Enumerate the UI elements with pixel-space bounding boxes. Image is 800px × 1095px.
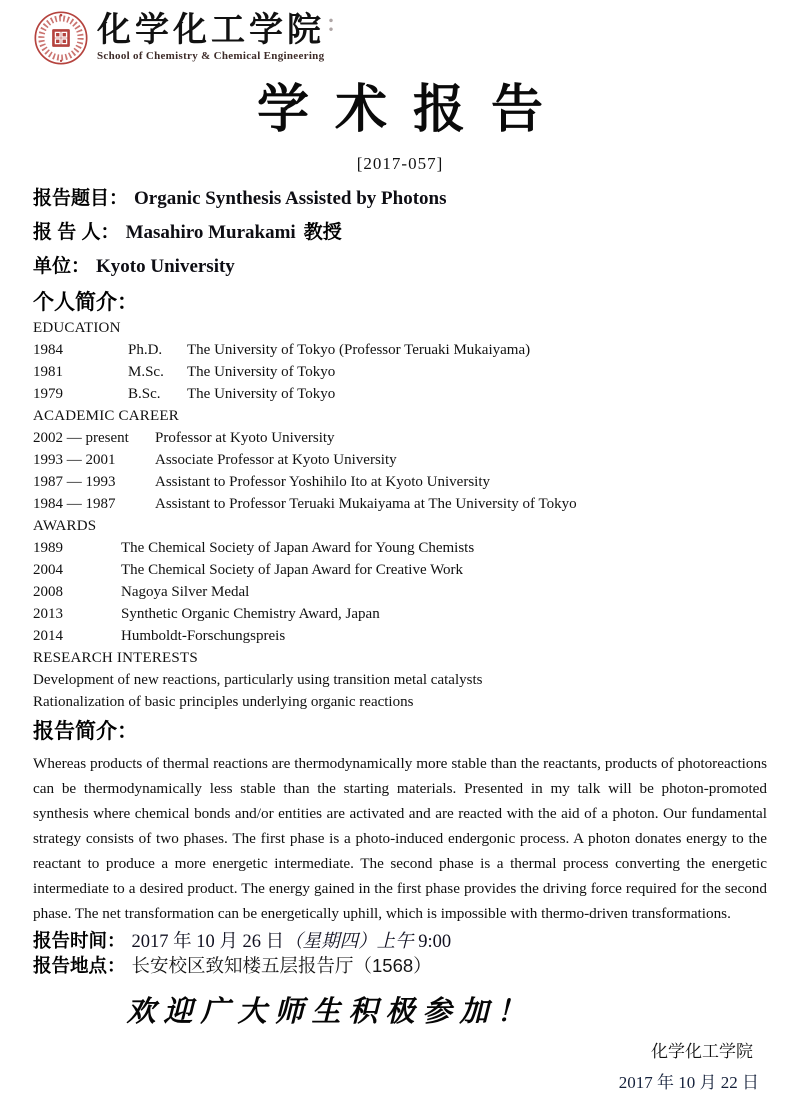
- education-detail: The University of Tokyo (Professor Teruaki Mukaiyama): [187, 341, 531, 358]
- career-row: [33, 471, 767, 493]
- award-year: 2014: [33, 627, 63, 644]
- award-row: [33, 581, 767, 603]
- career-row: [33, 493, 767, 515]
- lecture-title-label: 报告题目：: [33, 187, 129, 209]
- school-header: [33, 10, 767, 70]
- award-year: 1989: [33, 539, 63, 556]
- place-label: 报告地点：: [33, 954, 126, 976]
- career-detail: Assistant to Professor Teruaki Mukaiyama at The University of Tokyo: [155, 495, 577, 512]
- award-row: [33, 537, 767, 559]
- award-row: [33, 625, 767, 647]
- speaker-line: [33, 216, 767, 250]
- education-year: 1979: [33, 385, 63, 402]
- education-section-title: EDUCATION: [33, 319, 121, 336]
- award-year: 2004: [33, 561, 63, 578]
- affiliation-line: [33, 250, 767, 284]
- award-detail: The Chemical Society of Japan Award for Young Chemists: [121, 539, 475, 556]
- speaker-label: 报 告 人：: [33, 221, 120, 243]
- speaker-title-suffix: 教授: [303, 221, 342, 243]
- page-title-text: 学术报告: [256, 82, 569, 139]
- signature-mark: [327, 16, 335, 38]
- footer-date: 2017 年 10 月 22 日: [618, 1072, 759, 1092]
- school-name-english: School of Chemistry & Chemical Engineering: [97, 50, 325, 62]
- education-row: [33, 339, 767, 361]
- education-row: [33, 383, 767, 405]
- award-year: 2013: [33, 605, 63, 622]
- school-logotype: [97, 10, 325, 62]
- education-year: 1981: [33, 363, 63, 380]
- career-period: 1987 — 1993: [33, 473, 116, 490]
- lecture-title-line: [33, 182, 767, 216]
- affiliation-label: 单位：: [33, 255, 91, 277]
- award-detail: Humboldt-Forschungspreis: [121, 627, 286, 644]
- award-detail: The Chemical Society of Japan Award for Creative Work: [121, 561, 464, 578]
- time-label: 报告时间：: [33, 929, 126, 951]
- award-year: 2008: [33, 583, 63, 600]
- time-weekday: （星期四）上午: [284, 931, 414, 952]
- education-detail: The University of Tokyo: [187, 385, 336, 402]
- career-period: 1993 — 2001: [33, 451, 116, 468]
- career-detail: Professor at Kyoto University: [155, 429, 335, 446]
- education-degree: B.Sc.: [128, 385, 161, 402]
- time-line: [33, 929, 767, 954]
- bio-heading: 个人简介：: [33, 290, 138, 314]
- school-name-chinese: 化学化工学院: [97, 12, 325, 49]
- education-degree: Ph.D.: [128, 341, 163, 358]
- career-row: [33, 427, 767, 449]
- career-detail: Assistant to Professor Yoshihilo Ito at Kyoto University: [155, 473, 491, 490]
- education-row: [33, 361, 767, 383]
- career-row: [33, 449, 767, 471]
- award-row: [33, 559, 767, 581]
- career-period: 1984 — 1987: [33, 495, 116, 512]
- school-seal-icon: [33, 10, 89, 66]
- abstract-text: Whereas products of thermal reactions are thermodynamically more stable than the reactants, products of photoreactions can be thermodynamically less stable than the starting materials. Presented in my talk will be photon-promoted synthesis where chemical bonds and/or entities are activated and are reacted with the aid of a photon. Our fundamental strategy consists of two phases. The first phase is a photo-induced endergonic process. A photon donates energy to the reactant to produce a more energetic intermediate. The second phase is a thermal process converting the energetic intermediate to a desired product. The energy gained in the first phase provides the driving force required for the second phase. The net transformation can be energetically uphill, which is impossible with thermo-driven transformations.: [33, 754, 767, 922]
- awards-section-title: AWARDS: [33, 517, 97, 534]
- education-year: 1984: [33, 341, 63, 358]
- affiliation-value: Kyoto University: [96, 255, 235, 277]
- time-date: 2017 年 10 月 26 日: [131, 931, 285, 952]
- career-detail: Associate Professor at Kyoto University: [155, 451, 397, 468]
- research-line: Development of new reactions, particularly using transition metal catalysts: [33, 671, 483, 688]
- career-section-title: ACADEMIC CAREER: [33, 407, 179, 424]
- page-title: [33, 84, 767, 139]
- research-line: Rationalization of basic principles underlying organic reactions: [33, 693, 414, 710]
- footer: [33, 1040, 767, 1095]
- bio-list: [33, 317, 767, 713]
- time-clock: 9:00: [418, 931, 452, 952]
- welcome-slogan: 欢迎广大师生积极参加！: [126, 995, 534, 1028]
- abstract-heading: 报告简介：: [33, 719, 138, 743]
- education-detail: The University of Tokyo: [187, 363, 336, 380]
- award-row: [33, 603, 767, 625]
- research-section-title: RESEARCH INTERESTS: [33, 649, 198, 666]
- award-detail: Synthetic Organic Chemistry Award, Japan: [121, 605, 380, 622]
- award-detail: Nagoya Silver Medal: [121, 583, 250, 600]
- place-value: 长安校区致知楼五层报告厅（1568）: [131, 954, 432, 976]
- schedule: [33, 929, 767, 979]
- career-period: 2002 — present: [33, 429, 129, 446]
- footer-organization: 化学化工学院: [651, 1041, 753, 1061]
- place-line: [33, 954, 767, 979]
- serial-number: [2017-057]: [356, 153, 444, 173]
- speaker-name: Masahiro Murakami: [125, 221, 296, 243]
- education-degree: M.Sc.: [128, 363, 164, 380]
- lecture-title-value: Organic Synthesis Assisted by Photons: [134, 187, 447, 209]
- lecture-info: [33, 182, 767, 284]
